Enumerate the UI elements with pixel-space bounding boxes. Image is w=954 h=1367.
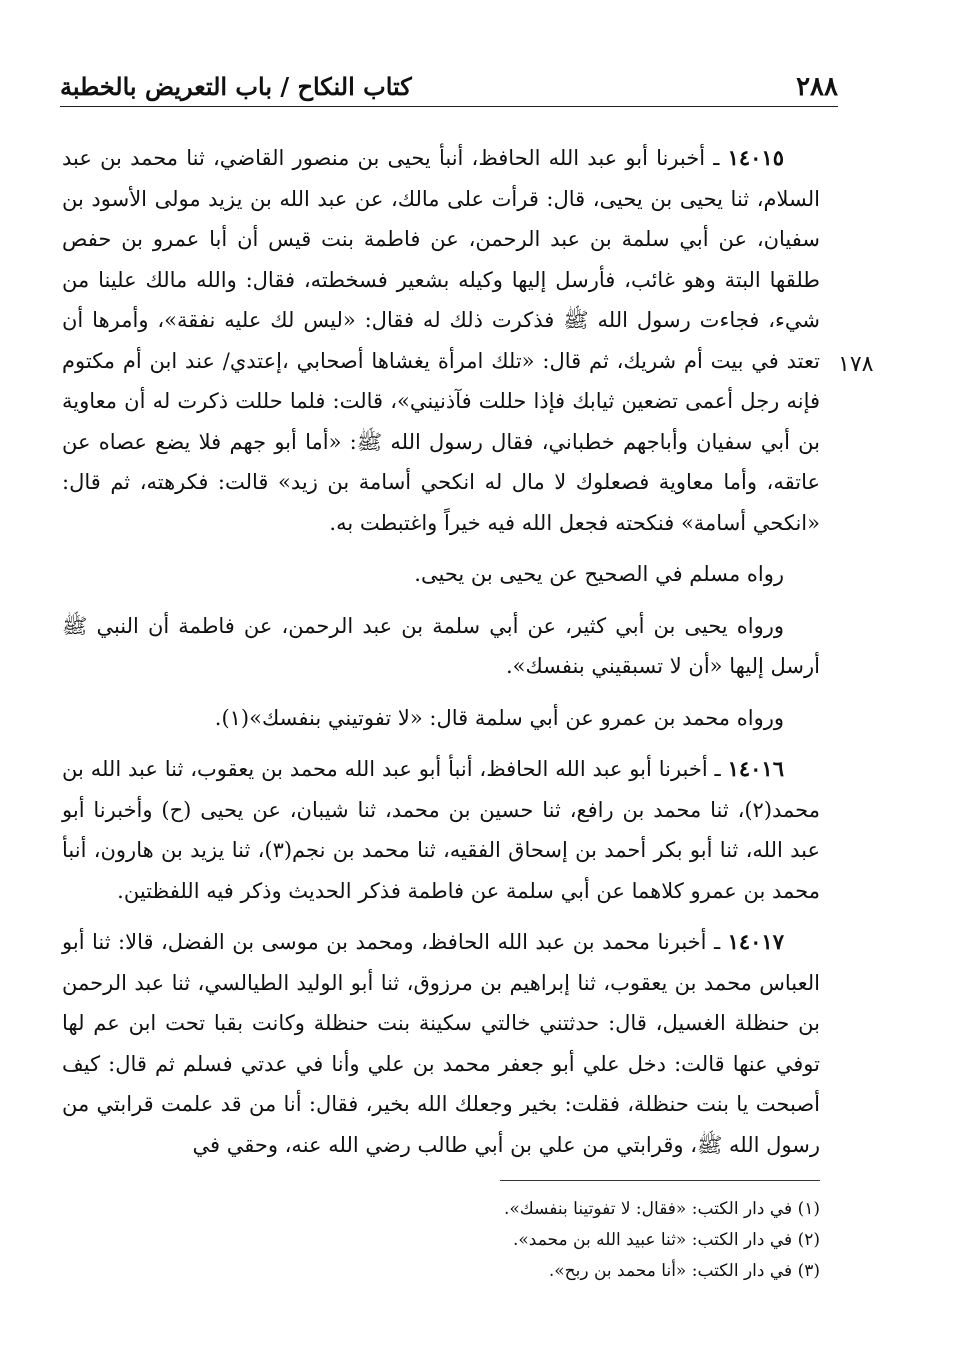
footnotes bbox=[62, 1194, 820, 1287]
footnote: (١) في دار الكتب: «فقال: لا تفوتينا بنفسك». bbox=[503, 1199, 820, 1219]
narration-note bbox=[62, 698, 820, 739]
page-header bbox=[60, 72, 838, 107]
page-number: ٢٨٨ bbox=[786, 72, 838, 102]
hadith-text: ـ أخبرنا أبو عبد الله الحافظ، أنبأ يحيى بن منصور القاضي، ثنا محمد بن عبد السلام، ثنا يحيى بن يحيى، قال: قرأت على مالك، عن عبد الله بن يزيد مولى الأسود بن سفيان، عن أبي سلمة بن عبد الرحمن، عن فاطمة بنت قيس أن أبا عمرو بن حفص طلقها البتة وهو غائب، فأرسل إليها وكيله بشعير فسخطته، فقال: والله مالك علينا من شيء، فجاءت رسول الله ﷺ فذكرت ذلك له فقال: «ليس لك عليه نفقة»، وأمرها أن تعتد في بيت أم شريك، ثم قال: «تلك امرأة يغشاها أصحابي ،إعتدي/ عند ابن أم مكتوم فإنه رجل أعمى تضعين ثيابك فإذا حللت فآذنيني»، قالت: فلما حللت ذكرت له أن معاوية بن أبي سفيان وأباجهم خطباني، فقال رسول الله ﷺ: «أما أبو جهم فلا يضع عصاه عن عاتقه، وأما معاوية فصعلوك لا مال له انكحي أسامة بن زيد» قالت: فكرهته، ثم قال: «انكحي أسامة» فنكحته فجعل الله فيه خيراً واغتبطت به. bbox=[62, 146, 820, 535]
footnote-divider bbox=[500, 1180, 820, 1181]
narration-text: رواه مسلم في الصحيح عن يحيى بن يحيى. bbox=[414, 562, 784, 586]
margin-page-reference: ١٧٨ bbox=[838, 352, 874, 377]
hadith-number: ١٤٠١٧ bbox=[727, 929, 784, 954]
hadith-text: ـ أخبرنا أبو عبد الله الحافظ، أنبأ أبو عبد الله محمد بن يعقوب، ثنا عبد الله بن محمد(٢)، ثنا محمد بن رافع، ثنا حسين بن محمد، ثنا شيبان، عن يحيى (ح) وأخبرنا أبو عبد الله، ثنا أبو بكر أحمد بن إسحاق الفقيه، ثنا محمد بن نجم(٣)، ثنا يزيد بن هارون، أنبأ محمد بن عمرو كلاهما عن أبي سلمة عن فاطمة فذكر الحديث وذكر فيه اللفظتين. bbox=[62, 757, 820, 903]
hadith-number: ١٤٠١٦ bbox=[727, 756, 784, 781]
footnote: (٣) في دار الكتب: «أنا محمد بن ربح». bbox=[548, 1261, 820, 1281]
hadith-14017 bbox=[62, 922, 820, 1165]
hadith-number: ١٤٠١٥ bbox=[727, 145, 784, 170]
main-text bbox=[62, 138, 820, 1165]
narration-text: ورواه محمد بن عمرو عن أبي سلمة قال: «لا تفوتيني بنفسك»(١). bbox=[214, 705, 784, 730]
hadith-14015 bbox=[62, 138, 820, 543]
narration-note bbox=[62, 606, 820, 687]
narration-text: ورواه يحيى بن أبي كثير، عن أبي سلمة بن عبد الرحمن، عن فاطمة أن النبي ﷺ أرسل إليها «أن لا تسبقيني بنفسك». bbox=[62, 613, 820, 678]
running-title: كتاب النكاح / باب التعريض بالخطبة bbox=[60, 72, 422, 101]
hadith-text: ـ أخبرنا محمد بن عبد الله الحافظ، ومحمد بن موسى بن الفضل، قالا: ثنا أبو العباس محمد بن يعقوب، ثنا إبراهيم بن مرزوق، ثنا أبو الوليد الطيالسي، ثنا عبد الرحمن بن حنظلة الغسيل، قال: حدثتني خالتي سكينة بنت حنظلة وكانت بقبا تحت ابن عم لها توفي عنها قالت: دخل علي أبو جعفر محمد بن علي وأنا في عدتي فسلم ثم قال: كيف أصبحت يا بنت حنظلة، فقلت: بخير وجعلك الله بخير، فقال: أنا من قد علمت قرابتي من رسول الله ﷺ، وقرابتي من علي بن أبي طالب رضي الله عنه، وحقي في bbox=[62, 930, 820, 1157]
hadith-14016 bbox=[62, 749, 820, 911]
narration-note bbox=[62, 554, 820, 595]
footnote: (٢) في دار الكتب: «ثنا عبيد الله بن محمد». bbox=[512, 1230, 820, 1250]
